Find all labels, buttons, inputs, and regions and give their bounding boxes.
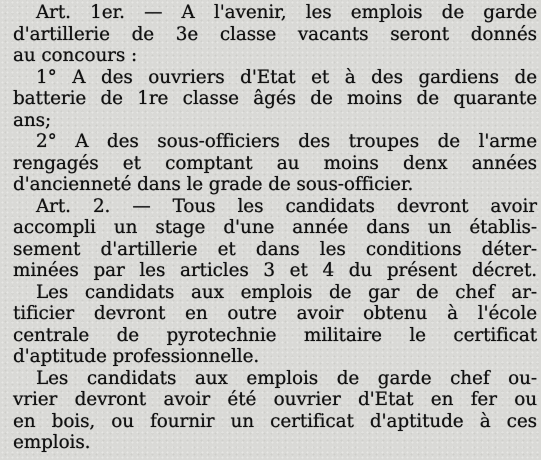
text-line-13: minées par les articles 3 et 4 du présent décret. (13, 260, 537, 281)
text-line-14: Les candidats aux emplois de gar de chef ar- (36, 281, 537, 303)
text-line-15: tificier devront en outre avoir obtenu à l'école (13, 303, 537, 324)
text-line-6: ans; (13, 109, 52, 131)
text-line-16: centrale de pyrotechnie militaire le certificat (13, 324, 537, 346)
text-line-3: au concours : (13, 45, 138, 66)
text-line-9: d'ancienneté dans le grade de sous-officier. (13, 174, 414, 195)
text-line-21: emplois. (13, 432, 91, 453)
text-line-11: accompli un stage d'une année dans un établis- (13, 217, 537, 238)
text-line-1: Art. 1er. — A l'avenir, les emplois de garde (36, 2, 537, 23)
text-line-2: d'artillerie de 3e classe vacants seront donnés (13, 23, 537, 45)
text-line-8: rengagés et comptant au moins denx années (13, 152, 537, 174)
text-line-19: vrier devront avoir été ouvrier d'Etat en fer ou (13, 389, 537, 410)
text-line-17: d'aptitude professionnelle. (13, 346, 260, 367)
text-line-18: Les candidats aux emplois de garde chef ou- (36, 367, 537, 389)
text-line-10: Art. 2. — Tous les candidats devront avoir (36, 195, 537, 217)
text-line-12: sement d'artillerie et dans les conditions déter- (13, 238, 537, 260)
text-line-5: batterie de 1re classe âgés de moins de quarante (13, 88, 537, 109)
text-line-7: 2° A des sous-officiers des troupes de l'arme (36, 131, 537, 152)
text-line-4: 1° A des ouvriers d'Etat et à des gardiens de (36, 66, 537, 88)
text-line-20: en bois, ou fournir un certificat d'aptitude à ces (13, 410, 537, 432)
